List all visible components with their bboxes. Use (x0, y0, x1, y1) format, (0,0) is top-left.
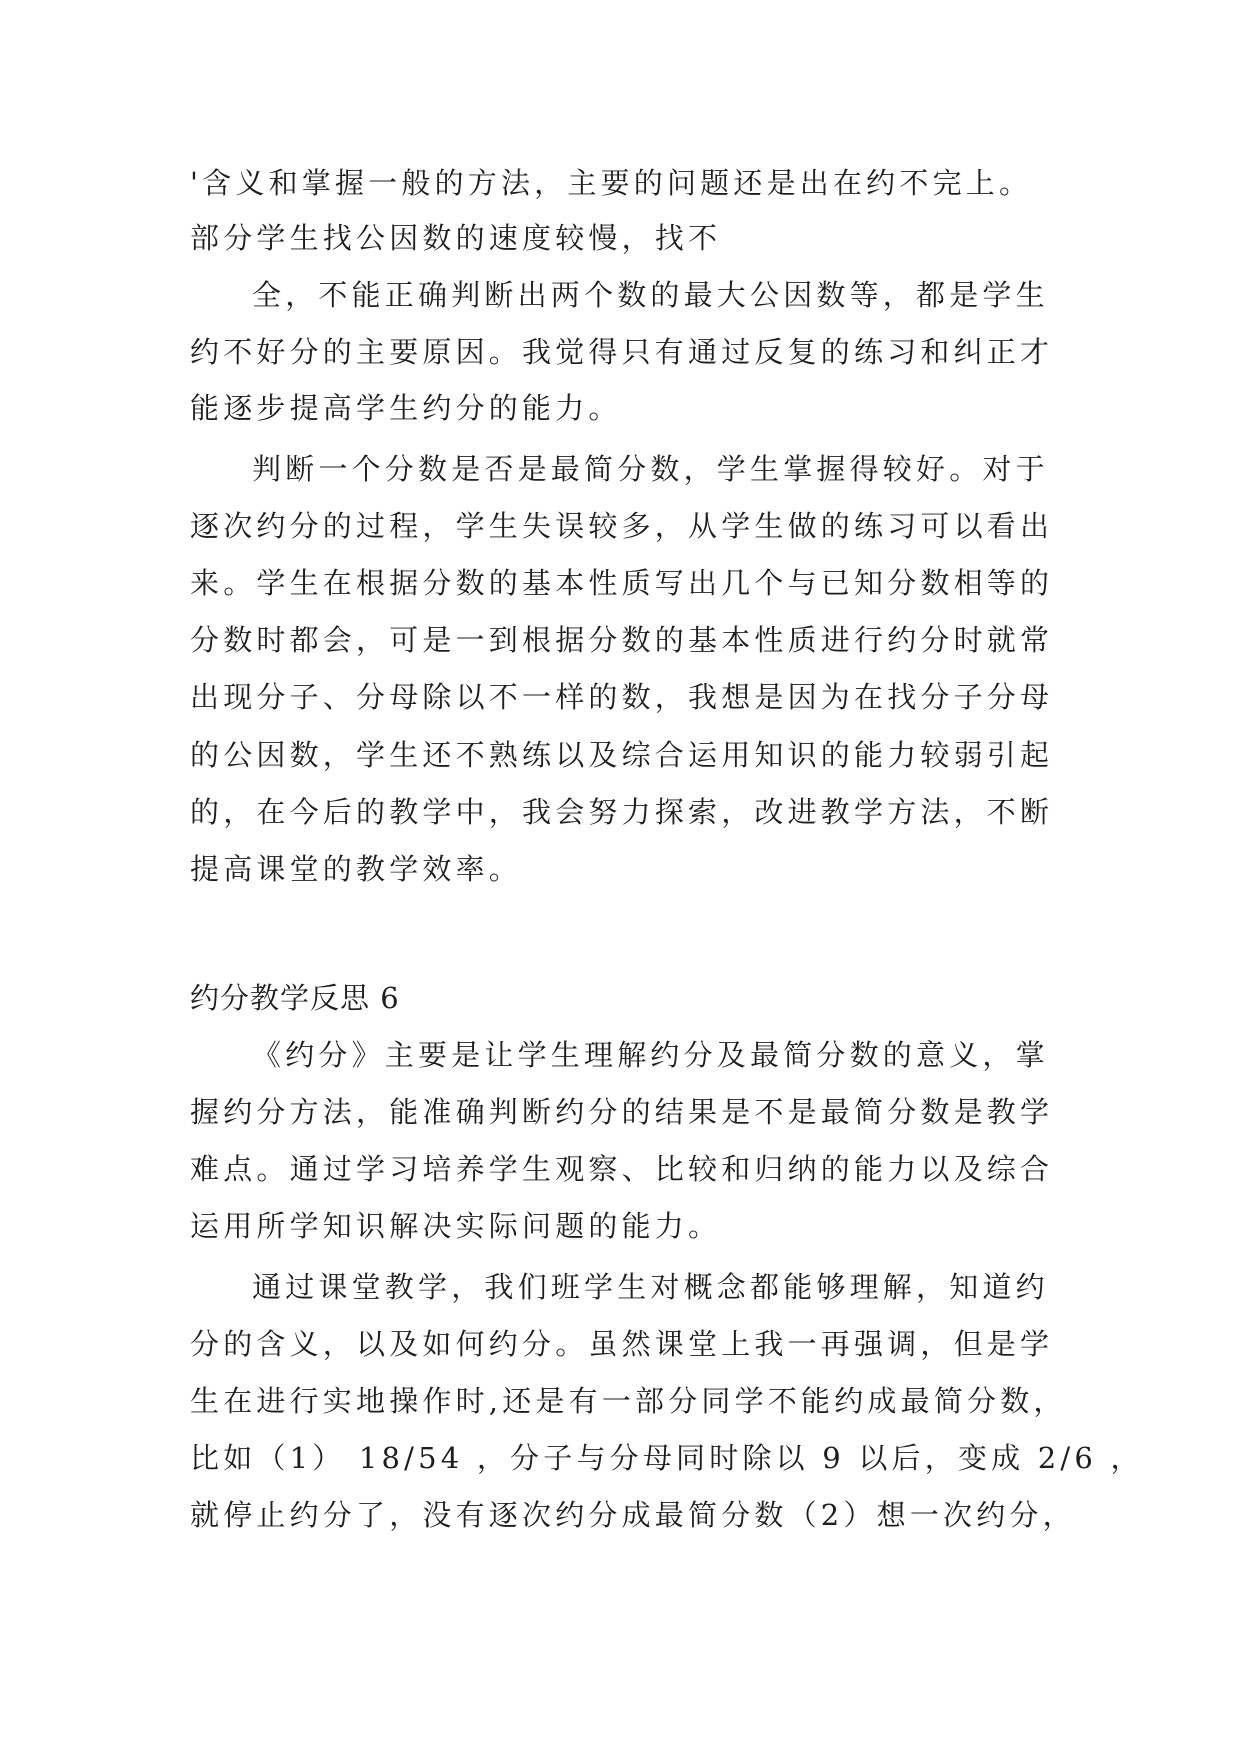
text-line: 能逐步提高学生约分的能力。 (190, 391, 622, 425)
text-line: 运用所学知识解决实际问题的能力。 (190, 1209, 722, 1243)
text-line: 的公因数，学生还不熟练以及综合运用知识的能力较弱引起 (190, 738, 1054, 772)
text-line: 部分学生找公因数的速度较慢，找不 (190, 221, 722, 255)
text-line: 分的含义，以及如何约分。虽然课堂上我一再强调，但是学 (190, 1327, 1054, 1361)
text-line: 的，在今后的教学中，我会努力探索，改进教学方法，不断 (190, 795, 1054, 829)
text-line: '含义和掌握一般的方法，主要的问题还是出在约不完上。 (190, 166, 1033, 200)
section-heading: 约分教学反思 6 (190, 981, 400, 1015)
text-line: 全，不能正确判断出两个数的最大公因数等，都是学生 (252, 278, 1049, 312)
text-line: 比如（1） 18/54 ，分子与分母同时除以 9 以后，变成 2/6 ， (190, 1441, 1144, 1475)
text-line: 逐次约分的过程，学生失误较多，从学生做的练习可以看出 (190, 509, 1054, 543)
text-line: 判断一个分数是否是最简分数，学生掌握得较好。对于 (252, 452, 1049, 486)
text-line: 提高课堂的教学效率。 (190, 852, 523, 886)
text-line: 生在进行实地操作时,还是有一部分同学不能约成最简分数， (190, 1384, 1067, 1418)
text-line: 《约分》主要是让学生理解约分及最简分数的意义，掌 (252, 1038, 1049, 1072)
text-line: 就停止约分了，没有逐次约分成最简分数（2）想一次约分， (190, 1498, 1076, 1532)
text-line: 握约分方法，能准确判断约分的结果是不是最简分数是教学 (190, 1095, 1054, 1129)
text-line: 通过课堂教学，我们班学生对概念都能够理解，知道约 (252, 1270, 1049, 1304)
text-line: 约不好分的主要原因。我觉得只有通过反复的练习和纠正才 (190, 335, 1054, 369)
text-line: 出现分子、分母除以不一样的数，我想是因为在找分子分母 (190, 680, 1054, 714)
text-line: 难点。通过学习培养学生观察、比较和归纳的能力以及综合 (190, 1152, 1054, 1186)
text-line: 分数时都会，可是一到根据分数的基本性质进行约分时就常 (190, 623, 1054, 657)
text-line: 来。学生在根据分数的基本性质写出几个与已知分数相等的 (190, 566, 1054, 600)
